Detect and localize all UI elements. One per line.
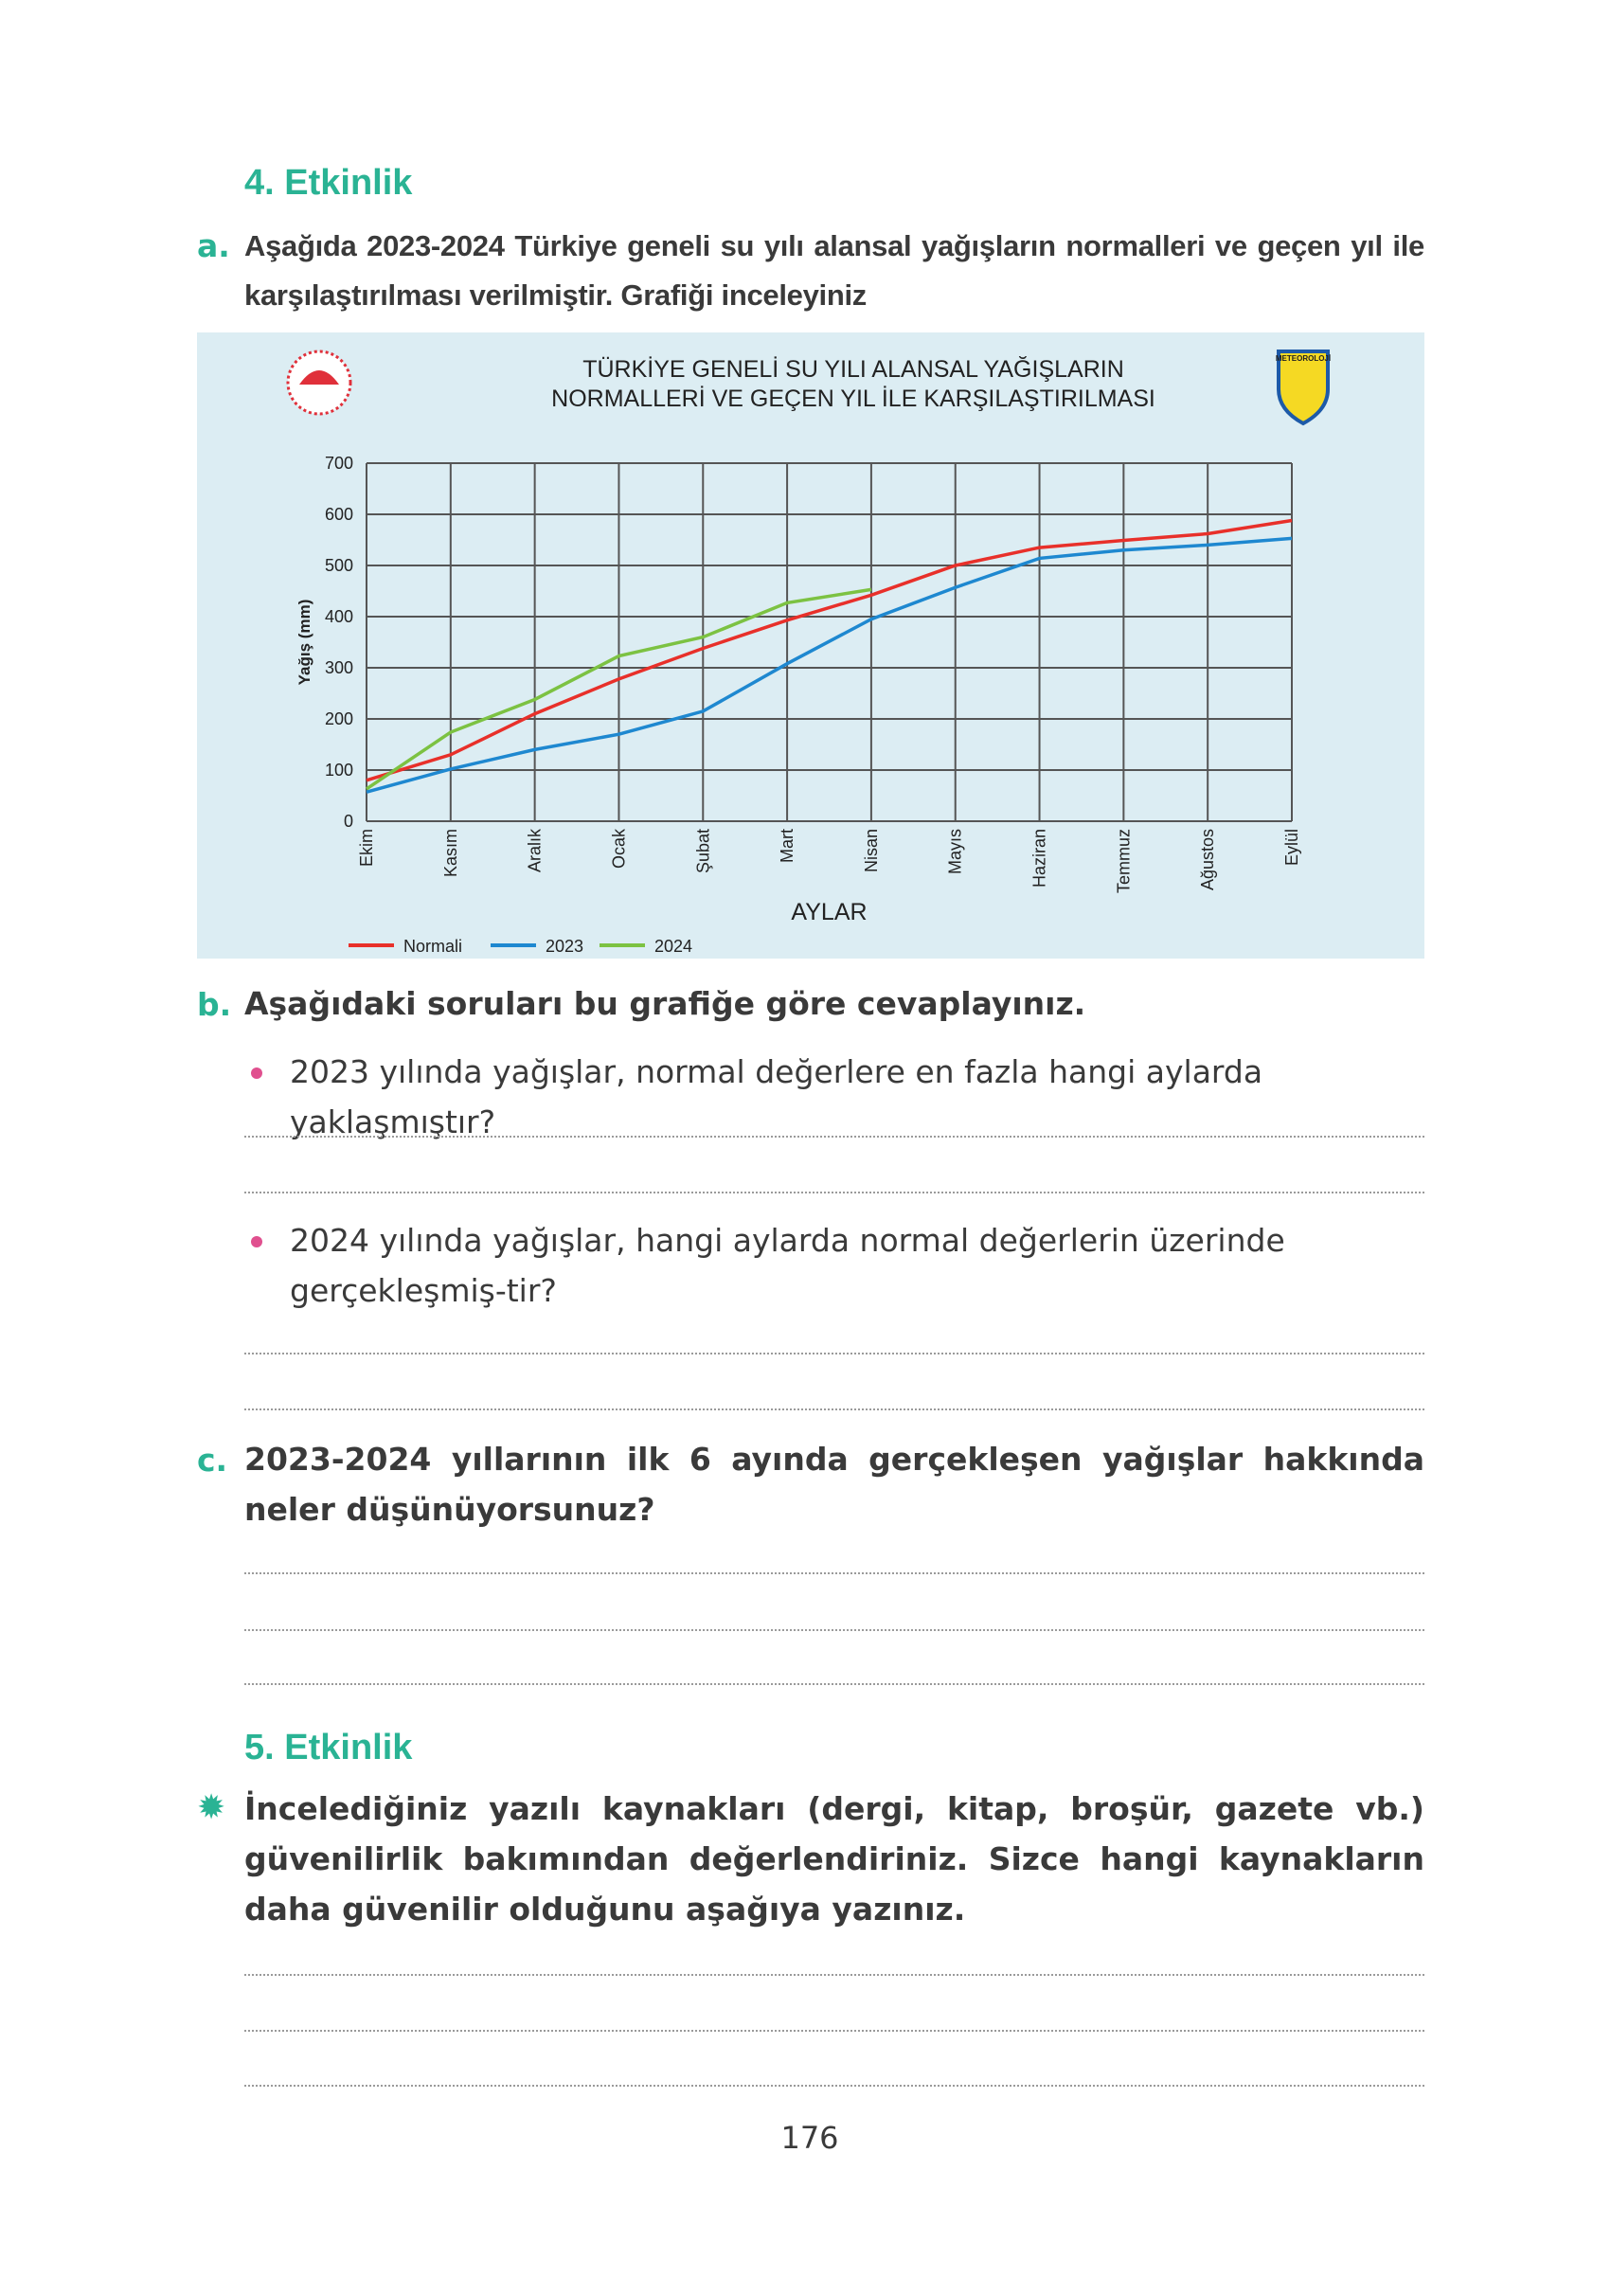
x-tick-label: Şubat bbox=[693, 829, 713, 874]
bullet-icon bbox=[251, 1236, 262, 1247]
question-b-text: Aşağıdaki soruları bu grafiğe göre cevaplayınız. bbox=[244, 985, 1086, 1022]
y-tick-label: 300 bbox=[324, 658, 353, 677]
answer-line[interactable] bbox=[244, 1974, 1424, 1976]
x-tick-label: Haziran bbox=[1029, 829, 1049, 888]
question-b-label: b. bbox=[197, 986, 232, 1023]
page-number: 176 bbox=[780, 2120, 839, 2156]
meteorology-logo-text: METEOROLOJİ bbox=[1275, 354, 1332, 363]
x-tick-label: Ağustos bbox=[1198, 829, 1218, 891]
answer-line[interactable] bbox=[244, 1572, 1424, 1574]
y-tick-label: 700 bbox=[324, 454, 353, 473]
x-tick-label: Mayıs bbox=[945, 829, 965, 875]
x-tick-label: Ocak bbox=[609, 829, 629, 870]
legend-label: Normali bbox=[403, 937, 463, 956]
x-axis-label: AYLAR bbox=[791, 899, 868, 925]
x-tick-label: Aralık bbox=[525, 829, 545, 873]
star-burst-icon: ✹ bbox=[197, 1788, 226, 1827]
chart-title: TÜRKİYE GENELİ SU YILI ALANSAL YAĞIŞLARIN bbox=[582, 356, 1124, 383]
y-tick-label: 100 bbox=[324, 761, 353, 780]
y-tick-label: 600 bbox=[324, 505, 353, 524]
chart-svg bbox=[197, 332, 1424, 959]
answer-line[interactable] bbox=[244, 1408, 1424, 1410]
answer-line[interactable] bbox=[244, 1629, 1424, 1631]
y-tick-label: 400 bbox=[324, 607, 353, 626]
x-tick-label: Mart bbox=[778, 829, 797, 863]
series-line-2023 bbox=[367, 538, 1292, 792]
answer-line[interactable] bbox=[244, 1353, 1424, 1354]
activity-5-title: 5. Etkinlik bbox=[244, 1728, 413, 1767]
activity-4-title: 4. Etkinlik bbox=[244, 163, 413, 203]
legend-label: 2023 bbox=[546, 937, 584, 956]
y-tick-label: 200 bbox=[324, 709, 353, 728]
answer-line[interactable] bbox=[244, 1683, 1424, 1685]
question-c-text: 2023-2024 yıllarının ilk 6 ayında gerçekleşen yağışlar hakkında neler düşünüyorsunuz? bbox=[244, 1441, 1424, 1528]
x-tick-label: Eylül bbox=[1282, 829, 1301, 867]
x-tick-label: Nisan bbox=[861, 829, 881, 873]
x-tick-label: Temmuz bbox=[1114, 829, 1134, 894]
precipitation-chart bbox=[197, 332, 1424, 959]
answer-line[interactable] bbox=[244, 1136, 1424, 1138]
answer-line[interactable] bbox=[244, 1192, 1424, 1193]
answer-line[interactable] bbox=[244, 2030, 1424, 2032]
y-tick-label: 500 bbox=[324, 556, 353, 575]
x-tick-label: Kasım bbox=[440, 829, 460, 878]
question-a-text: Aşağıda 2023-2024 Türkiye geneli su yılı alansal yağışların normalleri ve geçen yıl ile karşılaştırılması verilmiştir. Grafiği inceleyiniz bbox=[244, 229, 1424, 312]
chart-title: NORMALLERİ VE GEÇEN YIL İLE KARŞILAŞTIRILMASI bbox=[551, 386, 1155, 412]
question-a-label: a. bbox=[197, 227, 230, 264]
question-b1: 2023 yılında yağışlar, normal değerlere en fazla hangi aylarda yaklaşmıştır? bbox=[290, 1053, 1263, 1140]
x-tick-label: Ekim bbox=[357, 829, 376, 867]
series-line-Normali bbox=[367, 520, 1292, 780]
question-b2: 2024 yılında yağışlar, hangi aylarda normal değerlerin üzerinde gerçekleşmiş-tir? bbox=[290, 1222, 1285, 1309]
legend-label: 2024 bbox=[654, 937, 693, 956]
answer-line[interactable] bbox=[244, 2085, 1424, 2087]
y-tick-label: 0 bbox=[343, 812, 353, 831]
question-c-label: c. bbox=[197, 1442, 228, 1479]
y-axis-label: Yağış (mm) bbox=[295, 599, 313, 686]
activity-5-text: İncelediğiniz yazılı kaynakları (dergi, kitap, broşür, gazete vb.) güvenilirlik bakımından değerlendiriniz. Sizce hangi kaynakların daha güvenilir olduğunu aşağıya yazınız. bbox=[244, 1790, 1424, 1928]
bullet-icon bbox=[251, 1067, 262, 1079]
